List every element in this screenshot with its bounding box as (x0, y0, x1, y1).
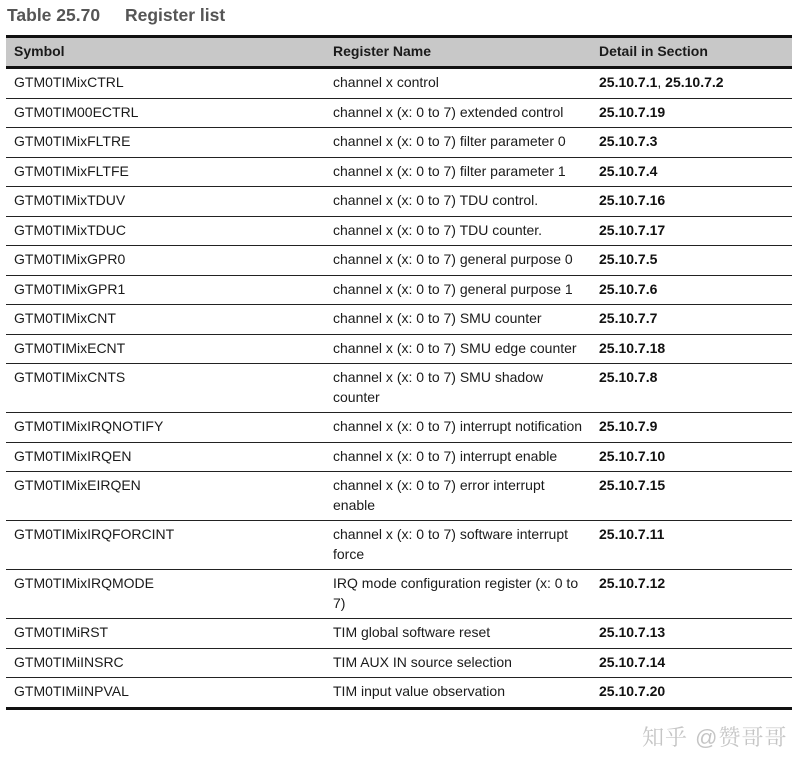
section-link[interactable]: 25.10.7.20 (599, 683, 666, 699)
detail-cell (591, 275, 792, 305)
symbol-cell: GTM0TIMixIRQFORCINT (6, 521, 325, 570)
detail-cell (591, 678, 792, 709)
symbol-cell: GTM0TIMixFLTFE (6, 157, 325, 187)
detail-cell (591, 98, 792, 128)
section-link[interactable]: 25.10.7.19 (599, 103, 666, 120)
table-row (6, 128, 792, 158)
section-link[interactable]: 25.10.7.11 (599, 526, 665, 542)
detail-cell (591, 472, 792, 521)
register-name-cell: channel x (x: 0 to 7) interrupt notification (325, 413, 591, 443)
register-name-cell: TIM AUX IN source selection (325, 648, 591, 678)
register-name-cell: channel x control (325, 68, 591, 99)
table-row (6, 472, 792, 521)
register-name-cell: IRQ mode configuration register (x: 0 to 7) (325, 570, 591, 619)
detail-cell (591, 334, 792, 364)
header-register-name: Register Name (325, 37, 591, 68)
detail-cell (591, 521, 792, 570)
register-name-cell: channel x (x: 0 to 7) error interrupt enable (325, 472, 591, 521)
section-link[interactable]: 25.10.7.2 (665, 74, 724, 90)
register-name-cell: channel x (x: 0 to 7) TDU counter. (325, 216, 591, 246)
detail-cell (591, 619, 792, 649)
table-row (6, 98, 792, 128)
register-name-cell: channel x (x: 0 to 7) software interrupt force (325, 521, 591, 570)
section-link[interactable]: 25.10.7.17 (599, 221, 666, 238)
detail-cell (591, 570, 792, 619)
table-row (6, 413, 792, 443)
symbol-cell: GTM0TIMixIRQNOTIFY (6, 413, 325, 443)
detail-cell: 25.10.7.1, 25.10.7.2 (591, 68, 792, 99)
symbol-cell: GTM0TIMixGPR0 (6, 246, 325, 276)
symbol-cell: GTM0TIMixIRQMODE (6, 570, 325, 619)
table-row (6, 68, 792, 99)
table-row (6, 678, 792, 709)
register-name-cell: TIM global software reset (325, 619, 591, 649)
section-link[interactable]: 25.10.7.4 (599, 162, 658, 179)
register-name-cell: channel x (x: 0 to 7) general purpose 0 (325, 246, 591, 276)
section-link[interactable]: 25.10.7.1 (599, 74, 658, 90)
table-row (6, 246, 792, 276)
table-caption (7, 5, 225, 26)
detail-cell (591, 187, 792, 217)
symbol-cell: GTM0TIMiINPVAL (6, 678, 325, 709)
symbol-cell: GTM0TIMixCTRL (6, 68, 325, 99)
section-link[interactable]: 25.10.7.15 (599, 477, 666, 493)
table-row (6, 521, 792, 570)
symbol-cell: GTM0TIMixCNT (6, 305, 325, 335)
register-name-cell: channel x (x: 0 to 7) general purpose 1 (325, 275, 591, 305)
header-detail-in-section: Detail in Section (591, 37, 792, 68)
table-row (6, 570, 792, 619)
table-row (6, 275, 792, 305)
table-row (6, 334, 792, 364)
section-link[interactable]: 25.10.7.6 (599, 280, 658, 297)
symbol-cell: GTM0TIMixGPR1 (6, 275, 325, 305)
section-link[interactable]: 25.10.7.3 (599, 133, 658, 149)
register-name-cell: channel x (x: 0 to 7) extended control (325, 98, 591, 128)
section-link[interactable]: 25.10.7.8 (599, 369, 658, 385)
table-row (6, 305, 792, 335)
table-row (6, 442, 792, 472)
register-name-cell: channel x (x: 0 to 7) SMU shadow counter (325, 364, 591, 413)
symbol-cell: GTM0TIMixFLTRE (6, 128, 325, 158)
table-row (6, 648, 792, 678)
table-header-row (6, 37, 792, 68)
register-name-cell: channel x (x: 0 to 7) SMU edge counter (325, 334, 591, 364)
section-link[interactable]: 25.10.7.14 (599, 653, 666, 670)
detail-cell (591, 364, 792, 413)
symbol-cell: GTM0TIMixTDUC (6, 216, 325, 246)
table-row (6, 187, 792, 217)
symbol-cell: GTM0TIMiINSRC (6, 648, 325, 678)
section-link[interactable]: 25.10.7.10 (599, 447, 666, 464)
detail-cell (591, 442, 792, 472)
section-link[interactable]: 25.10.7.7 (599, 310, 658, 326)
symbol-cell: GTM0TIM00ECTRL (6, 98, 325, 128)
register-name-cell: channel x (x: 0 to 7) TDU control. (325, 187, 591, 217)
watermark: 知乎 @赞哥哥 (642, 725, 788, 750)
register-name-cell: channel x (x: 0 to 7) interrupt enable (325, 442, 591, 472)
section-link[interactable]: 25.10.7.18 (599, 339, 666, 356)
register-list-table (6, 35, 792, 710)
table-title: Register list (125, 5, 226, 25)
table-row (6, 364, 792, 413)
register-name-cell: channel x (x: 0 to 7) filter parameter 1 (325, 157, 591, 187)
table-row (6, 157, 792, 187)
detail-cell (591, 305, 792, 335)
section-link[interactable]: 25.10.7.5 (599, 251, 658, 267)
header-symbol: Symbol (6, 37, 325, 68)
detail-cell (591, 157, 792, 187)
section-link[interactable]: 25.10.7.13 (599, 624, 666, 640)
table-row (6, 216, 792, 246)
symbol-cell: GTM0TIMixTDUV (6, 187, 325, 217)
symbol-cell: GTM0TIMixIRQEN (6, 442, 325, 472)
symbol-cell: GTM0TIMixEIRQEN (6, 472, 325, 521)
detail-cell (591, 216, 792, 246)
section-link[interactable]: 25.10.7.12 (599, 575, 666, 591)
register-name-cell: channel x (x: 0 to 7) filter parameter 0 (325, 128, 591, 158)
register-name-cell: TIM input value observation (325, 678, 591, 709)
table-number: Table 25.70 (7, 5, 101, 25)
detail-cell (591, 648, 792, 678)
table-row (6, 619, 792, 649)
detail-cell (591, 413, 792, 443)
detail-cell (591, 128, 792, 158)
detail-cell (591, 246, 792, 276)
symbol-cell: GTM0TIMiRST (6, 619, 325, 649)
symbol-cell: GTM0TIMixCNTS (6, 364, 325, 413)
symbol-cell: GTM0TIMixECNT (6, 334, 325, 364)
section-link[interactable]: 25.10.7.9 (599, 418, 658, 434)
register-name-cell: channel x (x: 0 to 7) SMU counter (325, 305, 591, 335)
section-link[interactable]: 25.10.7.16 (599, 192, 666, 208)
